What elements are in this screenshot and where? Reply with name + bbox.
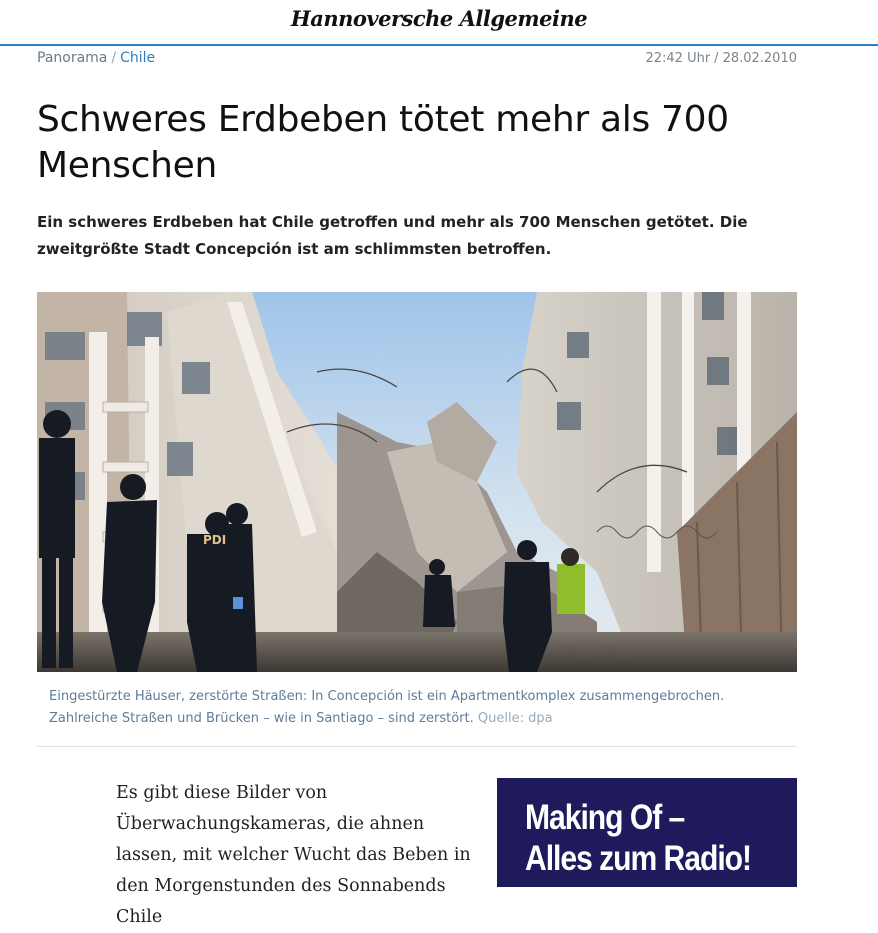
promo-line-1: Making Of –: [525, 798, 685, 837]
breadcrumb-section-link[interactable]: Panorama: [37, 50, 108, 66]
publish-date: 28.02.2010: [722, 51, 797, 66]
dateline-separator: /: [714, 51, 719, 66]
photo-caption: [49, 686, 789, 730]
photo-source: Quelle: dpa: [477, 711, 553, 726]
article-lead: Ein schweres Erdbeben hat Chile getroffen und mehr als 700 Menschen getötet. Die zweitgrößte Stadt Concepción ist am schlimmsten betroffen.: [37, 213, 748, 258]
caption-divider: [37, 746, 797, 747]
breadcrumb-topic-link[interactable]: Chile: [120, 50, 156, 66]
breadcrumb: [37, 50, 155, 66]
radio-promo-banner[interactable]: [497, 778, 797, 887]
article-headline: Schweres Erdbeben tötet mehr als 700 Menschen: [37, 99, 729, 186]
masthead: [0, 0, 878, 46]
site-logo[interactable]: Hannoversche Allgemeine: [290, 6, 588, 31]
article-dateline: [645, 51, 797, 66]
publish-time: 22:42 Uhr: [645, 51, 711, 66]
vest-label: PDI: [203, 533, 227, 547]
photo-caption-text: Eingestürzte Häuser, zerstörte Straßen: In Concepción ist ein Apartmentkomplex zusammengebrochen. Zahlreiche Straßen und Brücken – wie in Santiago – sind zerstört.: [49, 689, 725, 726]
promo-line-2: Alles zum Radio!: [525, 839, 752, 878]
article-body-paragraph: Es gibt diese Bilder von Überwachungskameras, die ahnen lassen, mit welcher Wucht das Beben in den Morgenstunden des Sonnabends Chile: [116, 783, 471, 927]
article-photo[interactable]: [37, 292, 797, 672]
earthquake-photo-illustration: [37, 292, 797, 672]
breadcrumb-separator: /: [111, 50, 117, 66]
